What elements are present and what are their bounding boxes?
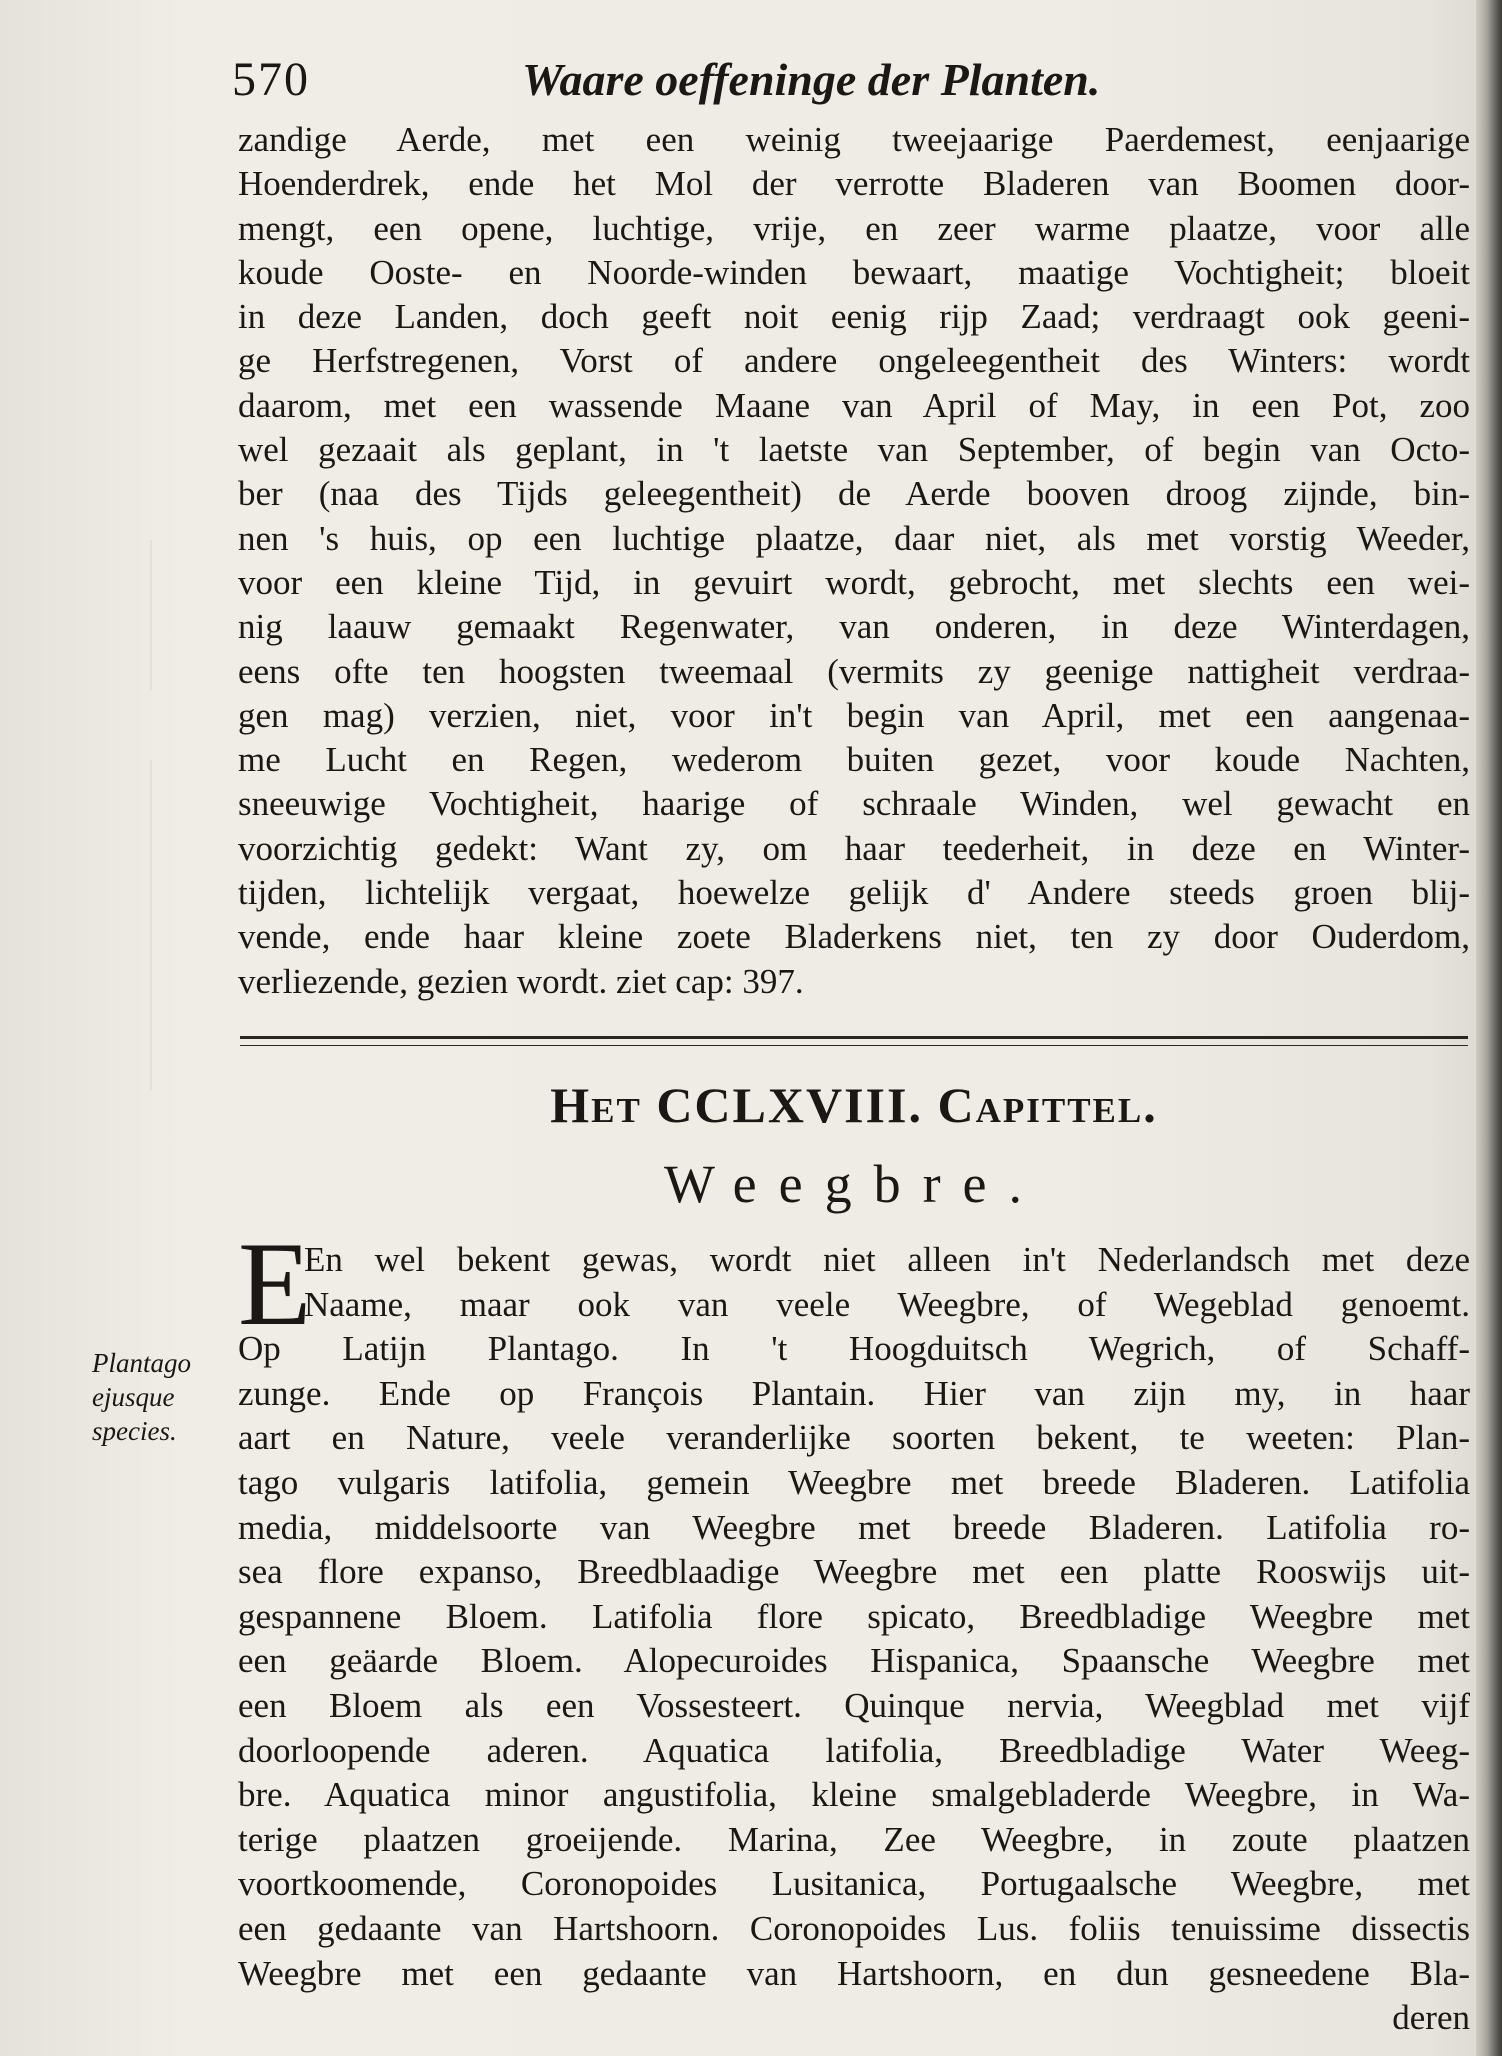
text-line: deren [1392,1998,1470,2038]
text-line: sneeuwige Vochtigheit, haarige of schraale Winden, wel gewacht en [238,784,1470,824]
text-line: Op Latijn Plantago. In 't Hoogduitsch Wegrich, of Schaff- [238,1329,1470,1369]
text-line: mengt, een opene, luchtige, vrije, en zeer warme plaatze, voor alle [238,208,1470,248]
text-line: zandige Aerde, met een weinig tweejaarige Paerdemest, eenjaarige [238,120,1470,159]
text-line: voorzichtig gedekt: Want zy, om haar teederheit, in deze en Winter- [238,828,1470,868]
chapter-title: Weegbre. [663,1154,1045,1214]
text-line: gespannene Bloem. Latifolia flore spicato, Breedbladige Weegbre met [238,1596,1470,1636]
text-line: doorloopende aderen. Aquatica latifolia, Breedbladige Water Weeg- [238,1730,1470,1770]
text-line: wel gezaait als geplant, in 't laetste van September, of begin van Octo- [238,430,1470,470]
text-line: voortkoomende, Coronopoides Lusitanica, Portugaalsche Weegbre, met [238,1864,1470,1904]
text-line: aart en Nature, veele veranderlijke soorten bekent, te weeten: Plan- [238,1418,1470,1458]
text-line: media, middelsoorte van Weegbre met breede Bladeren. Latifolia ro- [238,1507,1470,1547]
text-line: vende, ende haar kleine zoete Bladerkens niet, ten zy door Ouderdom, [238,917,1470,957]
text-line: daarom, met een wassende Maane van April of May, in een Pot, zoo [238,385,1470,425]
page-number: 570 [232,53,310,106]
bleed-through-left [150,540,232,690]
chapter-heading: Het CCLXVIII. Capittel. [550,1077,1158,1133]
text-line: voor een kleine Tijd, in gevuirt wordt, gebrocht, met slechts een wei- [238,562,1470,602]
text-line: eens ofte ten hoogsten tweemaal (vermits zy geenige nattigheit verdraa- [238,651,1470,691]
text-line: Weegbre met een gedaante van Hartshoorn, en dun gesneedene Bla- [238,1953,1470,1993]
text-line: zunge. Ende op François Plantain. Hier van zijn my, in haar [238,1373,1470,1413]
running-head [232,50,1472,110]
text-line: ber (naa des Tijds geleegentheit) de Aerde booven droog zijnde, bin- [238,474,1470,514]
text-line: tijden, lichtelijk vergaat, hoewelze gelijk d' Andere steeds groen blij- [238,873,1470,913]
text-line: Naame, maar ook van veele Weegbre, of Wegeblad genoemt. [304,1284,1470,1324]
text-line: nig laauw gemaakt Regenwater, van onderen, in deze Winterdagen, [238,607,1470,647]
margin-note: Plantago ejusque species. [92,1348,191,1446]
running-title: Waare oeffeninge der Planten. [522,54,1101,105]
text-line: een geäarde Bloem. Alopecuroides Hispanica, Spaansche Weegbre met [238,1641,1470,1681]
text-line: sea flore expanso, Breedblaadige Weegbre met een platte Rooswijs uit- [238,1552,1470,1592]
text-line: Hoenderdrek, ende het Mol der verrotte Bladeren van Boomen door- [238,164,1470,204]
text-line: ge Herfstregenen, Vorst of andere ongeleegentheit des Winters: wordt [238,341,1470,381]
text-line: tago vulgaris latifolia, gemein Weegbre met breede Bladeren. Latifolia [238,1462,1470,1502]
text-line: koude Ooste- en Noorde-winden bewaart, maatige Vochtigheit; bloeit [238,252,1470,292]
text-line: gen mag) verzien, niet, voor in't begin van April, met een aangenaa- [238,695,1470,735]
text-line: En wel bekent gewas, wordt niet alleen in't Nederlandsch met deze [304,1240,1470,1279]
text-line: me Lucht en Regen, wederom buiten gezet, voor koude Nachten, [238,740,1470,780]
text-line: een Bloem als een Vossesteert. Quinque nervia, Weegblad met vijf [238,1685,1470,1725]
page-edge-shadow [1476,0,1502,2056]
text-line: nen 's huis, op een luchtige plaatze, daar niet, als met vorstig Weeder, [238,518,1470,558]
bleed-through-left-2 [150,760,232,1090]
text-line: terige plaatzen groeijende. Marina, Zee Weegbre, in zoute plaatzen [238,1819,1470,1859]
text-line: een gedaante van Hartshoorn. Coronopoides Lus. foliis tenuissime dissectis [238,1908,1470,1948]
text-line: verliezende, gezien wordt. ziet cap: 397. [238,961,804,1001]
text-line: in deze Landen, doch geeft noit eenig rijp Zaad; verdraagt ook geeni- [238,297,1470,337]
continuation-paragraph [238,118,1470,1004]
section-rule [240,1036,1468,1046]
drop-cap: E [238,1217,312,1350]
text-line: bre. Aquatica minor angustifolia, kleine smalgebladerde Weegbre, in Wa- [238,1775,1470,1815]
chapter-paragraph [238,1238,1470,2041]
